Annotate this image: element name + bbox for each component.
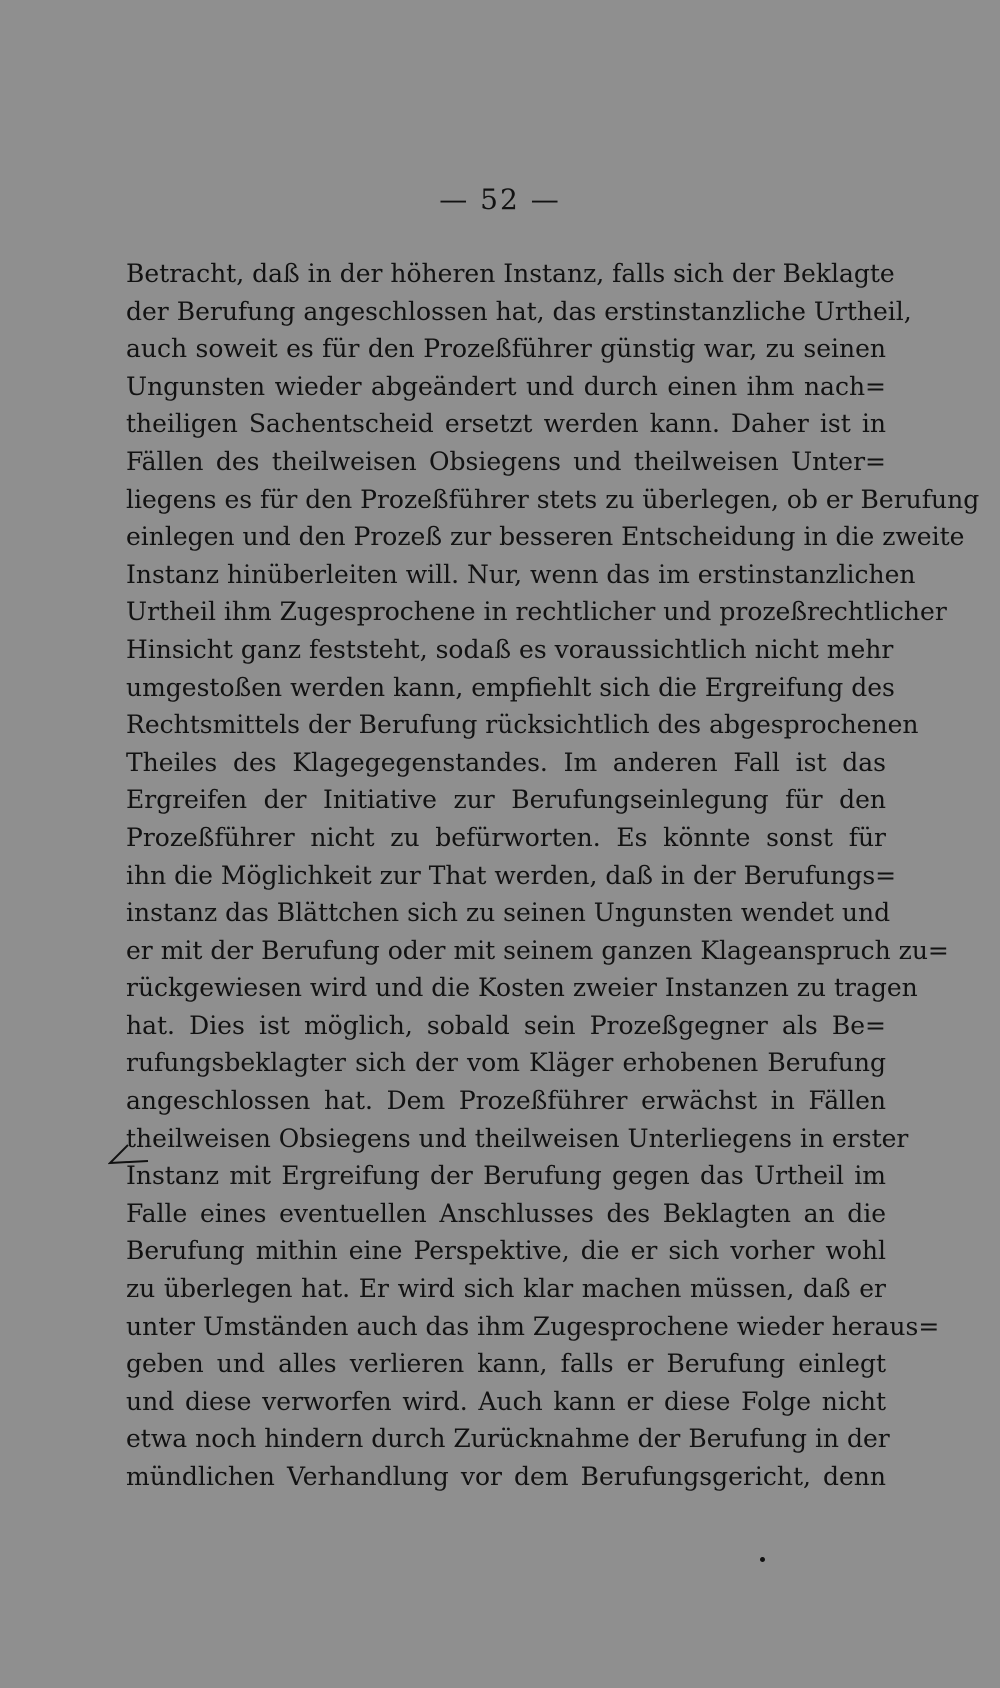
text-line: Berufung mithin eine Perspektive, die er sich vorher wohl [126, 1236, 886, 1266]
text-line: einlegen und den Prozeß zur besseren Entscheidung in die zweite [126, 522, 965, 552]
text-line: der Berufung angeschlossen hat, das erstinstanzliche Urtheil, [126, 296, 912, 326]
text-line: Instanz mit Ergreifung der Berufung gegen das Urtheil im [126, 1161, 886, 1191]
text-line: Instanz hinüberleiten will. Nur, wenn das im erstinstanzlichen [126, 559, 916, 589]
text-line: Ungunsten wieder abgeändert und durch einen ihm nach= [126, 371, 886, 401]
text-line: Rechtsmittels der Berufung rücksichtlich des abgesprochenen [126, 710, 919, 740]
text-line: hat. Dies ist möglich, sobald sein Prozeßgegner als Be= [126, 1010, 886, 1040]
page-number: — 52 — [439, 183, 561, 216]
body-text [126, 255, 980, 1496]
text-line: Prozeßführer nicht zu befürworten. Es könnte sonst für [126, 822, 886, 852]
text-line: Fällen des theilweisen Obsiegens und theilweisen Unter= [126, 446, 886, 476]
text-line: Theiles des Klagegegenstandes. Im anderen Fall ist das [126, 747, 886, 777]
text-line: liegens es für den Prozeßführer stets zu überlegen, ob er Berufung [126, 484, 980, 514]
text-line: theiligen Sachentscheid ersetzt werden kann. Daher ist in [126, 409, 886, 439]
text-line: angeschlossen hat. Dem Prozeßführer erwächst in Fällen [126, 1086, 886, 1116]
text-line: rufungsbeklagter sich der vom Kläger erhobenen Berufung [126, 1048, 886, 1078]
text-line: instanz das Blättchen sich zu seinen Ungunsten wendet und [126, 898, 891, 928]
text-line: theilweisen Obsiegens und theilweisen Unterliegens in erster [126, 1123, 909, 1153]
text-line: Urtheil ihm Zugesprochene in rechtlicher und prozeßrechtlicher [126, 597, 947, 627]
text-line: unter Umständen auch das ihm Zugesprochene wieder heraus= [126, 1311, 940, 1341]
text-line: er mit der Berufung oder mit seinem ganzen Klageanspruch zu= [126, 935, 949, 965]
text-line: auch soweit es für den Prozeßführer günstig war, zu seinen [126, 334, 886, 364]
text-line: etwa noch hindern durch Zurücknahme der Berufung in der [126, 1424, 890, 1454]
text-line: mündlichen Verhandlung vor dem Berufungsgericht, denn [126, 1462, 886, 1491]
text-line: zu überlegen hat. Er wird sich klar machen müssen, daß er [126, 1274, 886, 1304]
text-line: ihn die Möglichkeit zur That werden, daß in der Berufungs= [126, 860, 897, 890]
text-line: Hinsicht ganz feststeht, sodaß es voraussichtlich nicht mehr [126, 634, 894, 664]
text-line: Falle eines eventuellen Anschlusses des Beklagten an die [126, 1198, 886, 1228]
text-line: und diese verworfen wird. Auch kann er diese Folge nicht [126, 1386, 886, 1416]
text-line: geben und alles verlieren kann, falls er Berufung einlegt [126, 1349, 886, 1379]
ink-dot [760, 1557, 765, 1562]
text-line: Betracht, daß in der höheren Instanz, falls sich der Beklagte [126, 259, 895, 288]
pencil-underline-mark [108, 1141, 168, 1171]
text-line: rückgewiesen wird und die Kosten zweier Instanzen zu tragen [126, 973, 918, 1003]
text-line: umgestoßen werden kann, empfiehlt sich die Ergreifung des [126, 672, 895, 702]
text-line: Ergreifen der Initiative zur Berufungseinlegung für den [126, 785, 886, 815]
